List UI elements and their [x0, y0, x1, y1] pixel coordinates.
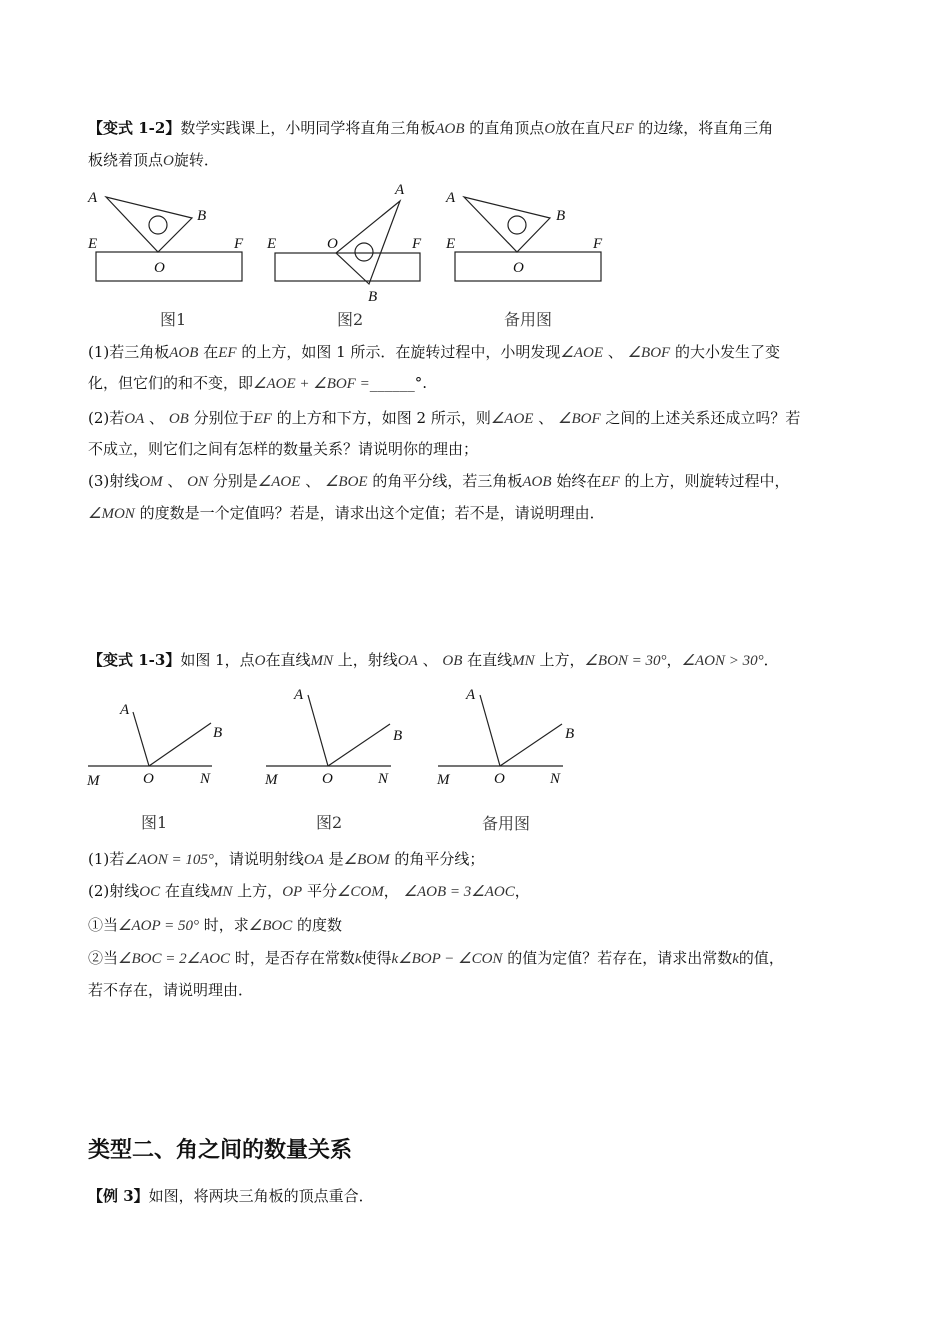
ex3-tag: 【例 3】: [88, 1187, 149, 1205]
label-N: N: [200, 771, 211, 787]
ruler: [96, 252, 242, 281]
label-B: B: [197, 208, 207, 224]
v12-intro-line2: 板绕着顶点O旋转．: [88, 151, 219, 169]
v13-intro: 【变式 1-3】如图 1，点O在直线MN 上，射线OA 、 OB 在直线MN 上方，∠BON = 30°，∠AON > 30°．: [88, 651, 779, 669]
label-N: N: [550, 771, 561, 787]
triangle-hole: [149, 216, 167, 234]
v12-tag: 【变式 1-2】: [88, 119, 181, 137]
v12-q2-line2: 不成立，则它们之间有怎样的数量关系？请说明你的理由；: [88, 440, 479, 458]
v13-caption-1: 图1: [141, 813, 168, 832]
v12-q1-line1: (1)若三角板AOB 在EF 的上方，如图 1 所示．在旋转过程中，小明发现∠AOE 、 ∠BOF 的大小发生了变: [88, 343, 781, 361]
ruler: [275, 253, 420, 281]
label-B: B: [556, 208, 566, 224]
answer-blank: ______°.: [369, 374, 428, 392]
v13-q1: (1)若∠AON = 105°，请说明射线OA 是∠BOM 的角平分线；: [88, 850, 485, 868]
v12-q3-line1: (3)射线OM 、 ON 分别是∠AOE 、 ∠BOE 的角平分线，若三角板AOB 始终在EF 的上方，则旋转过程中，: [88, 472, 790, 490]
label-E: E: [88, 236, 98, 252]
ray-OB: [500, 724, 562, 766]
v12-caption-2: 图2: [337, 310, 364, 329]
v13-figure-backup: [430, 680, 585, 795]
v12-caption-1: 图1: [160, 310, 187, 329]
label-O: O: [154, 260, 165, 276]
v12-intro-line1: 【变式 1-2】数学实践课上，小明同学将直角三角板AOB 的直角顶点O放在直尺EF 的边缘，将直角三角: [88, 119, 774, 137]
label-O: O: [513, 260, 524, 276]
section-title: 类型二、角之间的数量关系: [88, 1138, 353, 1163]
v13-q2: (2)射线OC 在直线MN 上方，OP 平分∠COM， ∠AOB = 3∠AOC，: [88, 882, 530, 900]
ruler: [455, 252, 601, 281]
label-E: E: [446, 236, 456, 252]
label-N: N: [378, 771, 389, 787]
label-M: M: [437, 772, 450, 788]
label-B: B: [213, 725, 223, 741]
label-F: F: [412, 236, 422, 252]
label-A: A: [120, 702, 130, 718]
ray-OA: [133, 712, 149, 766]
triangle-hole: [508, 216, 526, 234]
label-A: A: [466, 687, 476, 703]
v13-q2b-line1: ②当∠BOC = 2∠AOC 时，是否存在常数k使得k∠BOP − ∠CON 的值为定值？若存在，请求出常数k的值，: [88, 949, 784, 967]
ray-OB: [328, 724, 390, 766]
label-A: A: [395, 182, 405, 198]
v13-figure-2: [258, 680, 413, 795]
label-M: M: [87, 773, 100, 789]
v12-caption-3: 备用图: [504, 310, 553, 329]
label-B: B: [565, 726, 575, 742]
label-B: B: [393, 728, 403, 744]
triangle-hole: [355, 243, 373, 261]
label-F: F: [593, 236, 603, 252]
ex3-line: 【例 3】如图，将两块三角板的顶点重合．: [88, 1187, 374, 1205]
v13-tag: 【变式 1-3】: [88, 651, 181, 669]
v13-figure-1: [82, 695, 232, 795]
ray-OB: [149, 723, 211, 766]
label-O: O: [327, 236, 338, 252]
label-B: B: [368, 289, 378, 305]
v12-figure-2: [262, 177, 432, 307]
label-O: O: [143, 771, 154, 787]
v13-caption-2: 图2: [316, 813, 343, 832]
v13-q2b-line2: 若不存在，请说明理由．: [88, 981, 254, 999]
v12-figure-1: [85, 180, 250, 290]
label-M: M: [265, 772, 278, 788]
ray-OA: [308, 695, 328, 766]
label-A: A: [446, 190, 456, 206]
v13-caption-3: 备用图: [482, 814, 531, 833]
v12-q1-line2: 化，但它们的和不变，即∠AOE + ∠BOF =______°.: [88, 374, 428, 392]
v12-q3-line2: ∠MON 的度数是一个定值吗？若是，请求出这个定值；若不是，请说明理由．: [88, 504, 605, 522]
triangle: [464, 197, 550, 252]
v13-q2a: ①当∠AOP = 50° 时，求∠BOC 的度数: [88, 916, 343, 934]
label-A: A: [88, 190, 98, 206]
label-O: O: [322, 771, 333, 787]
label-O: O: [494, 771, 505, 787]
label-F: F: [234, 236, 244, 252]
ray-OA: [480, 695, 500, 766]
triangle: [336, 201, 400, 284]
label-E: E: [267, 236, 277, 252]
label-A: A: [294, 687, 304, 703]
v12-figure-backup: [442, 180, 612, 290]
v12-q2-line1: (2)若OA 、 OB 分别位于EF 的上方和下方，如图 2 所示，则∠AOE 、 ∠BOF 之间的上述关系还成立吗？若: [88, 409, 801, 427]
